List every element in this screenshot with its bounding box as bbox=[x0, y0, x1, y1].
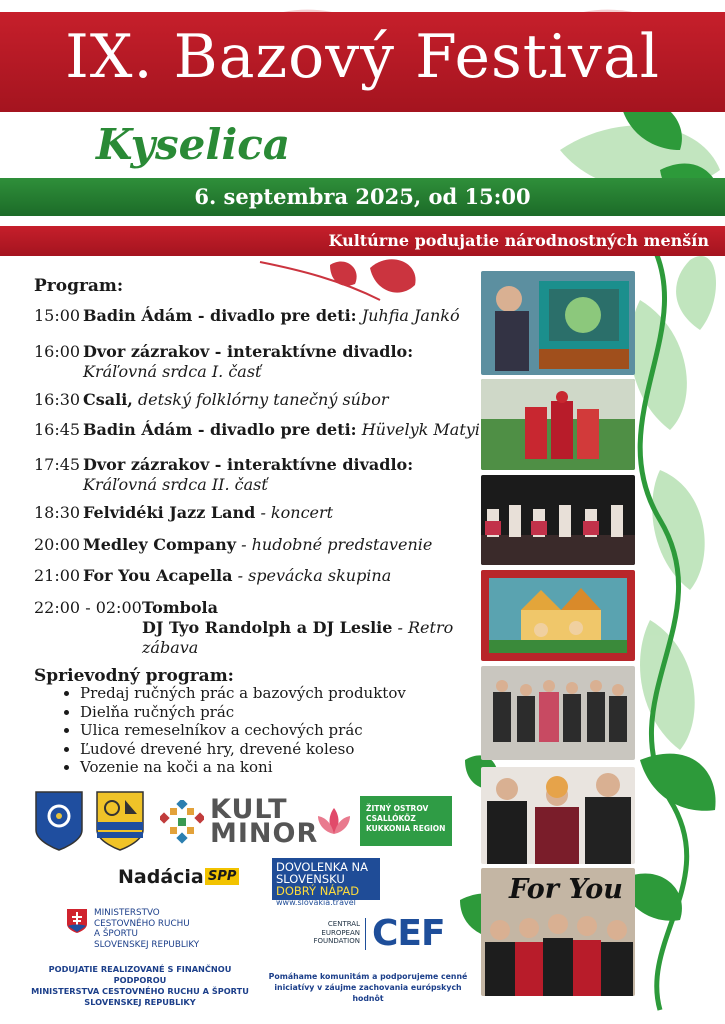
footer-line: Pomáhame komunitám a podporujeme cenné bbox=[268, 972, 468, 981]
zitny-ostrov-logo bbox=[360, 796, 452, 846]
ministry-line: MINISTERSTVO bbox=[94, 908, 160, 918]
program-item bbox=[34, 342, 413, 382]
list-item: • Vozenie na koči a na koni bbox=[80, 758, 406, 777]
program-act: Badin Ádám - divadlo pre deti: bbox=[83, 420, 357, 439]
dovol-line: DOBRÝ NÁPAD bbox=[276, 884, 360, 898]
place-name: Kyselica bbox=[96, 120, 291, 169]
program-item bbox=[34, 535, 432, 555]
program-time: 16:00 bbox=[34, 342, 81, 361]
list-item: • Predaj ručných prác a bazových produktov bbox=[80, 684, 406, 703]
photo-jazz-band bbox=[481, 666, 635, 760]
extras-heading: Sprievodný program: bbox=[34, 666, 234, 686]
dovol-line: SLOVENSKU bbox=[276, 872, 345, 886]
subtitle: Kultúrne podujatie národnostných menšín bbox=[328, 231, 709, 250]
program-act: For You Acapella bbox=[83, 566, 233, 585]
kultminor-logo bbox=[210, 794, 319, 849]
ministry-line: A ŠPORTU bbox=[94, 929, 138, 939]
kultminor-symbol-icon bbox=[160, 800, 204, 844]
extras-list bbox=[66, 684, 406, 777]
footer-cef-note bbox=[262, 971, 474, 1004]
program-heading: Program: bbox=[34, 276, 124, 296]
slovakia-travel-logo bbox=[272, 858, 380, 900]
photo-medley-company bbox=[481, 767, 635, 864]
dovol-line: DOVOLENKA NA bbox=[276, 860, 369, 874]
footer-line: SLOVENSKEJ REPUBLIKY bbox=[84, 997, 196, 1007]
program-detail: zábava bbox=[142, 638, 199, 657]
zitny-line: KUKKONIA REGION bbox=[366, 824, 446, 833]
program-detail: - koncert bbox=[260, 503, 334, 522]
program-detail: - hudobné predstavenie bbox=[241, 535, 433, 554]
program-item bbox=[34, 390, 388, 410]
coat-of-arms-icon bbox=[34, 790, 84, 852]
ministry-line: CESTOVNÉHO RUCHU bbox=[94, 918, 190, 929]
program-act: Dvor zázrakov - interaktívne divadlo: bbox=[83, 342, 414, 361]
program-time: 20:00 bbox=[34, 535, 81, 554]
program-item-late bbox=[34, 598, 453, 658]
sk-emblem-icon bbox=[66, 908, 88, 934]
list-item: • Dielňa ručných prác bbox=[80, 703, 406, 722]
program-detail: - spevácka skupina bbox=[237, 566, 392, 585]
program-detail: detský folklórny tanečný súbor bbox=[137, 390, 389, 409]
program-time: 22:00 - 02:00 bbox=[34, 598, 142, 617]
lotus-icon bbox=[314, 806, 354, 836]
program-item bbox=[34, 566, 391, 586]
program-detail: - Retro bbox=[397, 618, 454, 637]
program-act: DJ Tyo Randolph a DJ Leslie bbox=[142, 618, 393, 637]
cef-full-name bbox=[300, 920, 360, 946]
nadacia-logo: Nadácia bbox=[118, 866, 204, 888]
list-item: • Ľudové drevené hry, drevené koleso bbox=[80, 740, 406, 759]
cef-divider bbox=[365, 918, 366, 950]
footer-line: PODUJATIE REALIZOVANÉ S FINANČNOU PODPOROU bbox=[48, 964, 232, 985]
footer-line: iniciatívy v záujme zachovania európskych hodnôt bbox=[274, 983, 462, 1003]
festival-title: IX. Bazový Festival bbox=[65, 22, 660, 92]
cef-line: EUROPEAN bbox=[321, 928, 360, 937]
cef-logo: CEF bbox=[372, 913, 445, 954]
program-act: Badin Ádám - divadlo pre deti: bbox=[83, 306, 357, 325]
program-item bbox=[34, 306, 460, 326]
program-act: Felvidéki Jazz Land bbox=[83, 503, 256, 522]
program-act: Medley Company bbox=[83, 535, 237, 554]
photo-for-you bbox=[481, 868, 635, 996]
zitny-line: ŽITNÝ OSTROV bbox=[366, 804, 429, 813]
list-item: • Ulica remeselníkov a cechových prác bbox=[80, 721, 406, 740]
photo-folk-dancers bbox=[481, 379, 635, 470]
minor-line: MINOR bbox=[210, 818, 319, 849]
program-item bbox=[34, 503, 333, 523]
date-line: 6. septembra 2025, od 15:00 bbox=[194, 184, 531, 209]
footer-line: MINISTERSTVA CESTOVNÉHO RUCHU A ŠPORTU bbox=[31, 986, 249, 996]
kult-line: KULT bbox=[210, 794, 288, 825]
spp-logo: SPP bbox=[205, 868, 239, 885]
program-time: 15:00 bbox=[34, 306, 81, 325]
photo-stage-dance bbox=[481, 475, 635, 565]
photo-puppeteer bbox=[481, 271, 635, 375]
zitny-line: CSALLÓKÖZ bbox=[366, 814, 416, 823]
program-detail: Juhfia Jankó bbox=[361, 306, 460, 325]
footer-funding-note bbox=[22, 964, 258, 1008]
slovakia-url: www.slovakia.travel bbox=[276, 898, 356, 907]
program-item bbox=[34, 455, 413, 495]
photo-puppet-theatre bbox=[481, 570, 635, 661]
municipal-arms-icon bbox=[95, 790, 145, 852]
program-item bbox=[34, 420, 480, 440]
program-time: 16:45 bbox=[34, 420, 81, 439]
cef-line: FOUNDATION bbox=[313, 937, 360, 945]
program-act: Csali, bbox=[83, 390, 133, 409]
for-you-logo: For You bbox=[509, 874, 623, 905]
ministry-logo-text bbox=[94, 908, 199, 950]
program-detail: Kráľovná srdca I. časť bbox=[83, 362, 262, 381]
program-detail: Hüvelyk Matyi bbox=[361, 420, 480, 439]
program-act: Dvor zázrakov - interaktívne divadlo: bbox=[83, 455, 414, 474]
program-time: 16:30 bbox=[34, 390, 81, 409]
program-time: 21:00 bbox=[34, 566, 81, 585]
program-act: Tombola bbox=[142, 598, 218, 617]
program-detail: Kráľovná srdca II. časť bbox=[83, 475, 268, 494]
ministry-line: SLOVENSKEJ REPUBLIKY bbox=[94, 939, 200, 950]
program-time: 18:30 bbox=[34, 503, 81, 522]
cef-line: CENTRAL bbox=[327, 920, 360, 928]
program-time: 17:45 bbox=[34, 455, 81, 474]
